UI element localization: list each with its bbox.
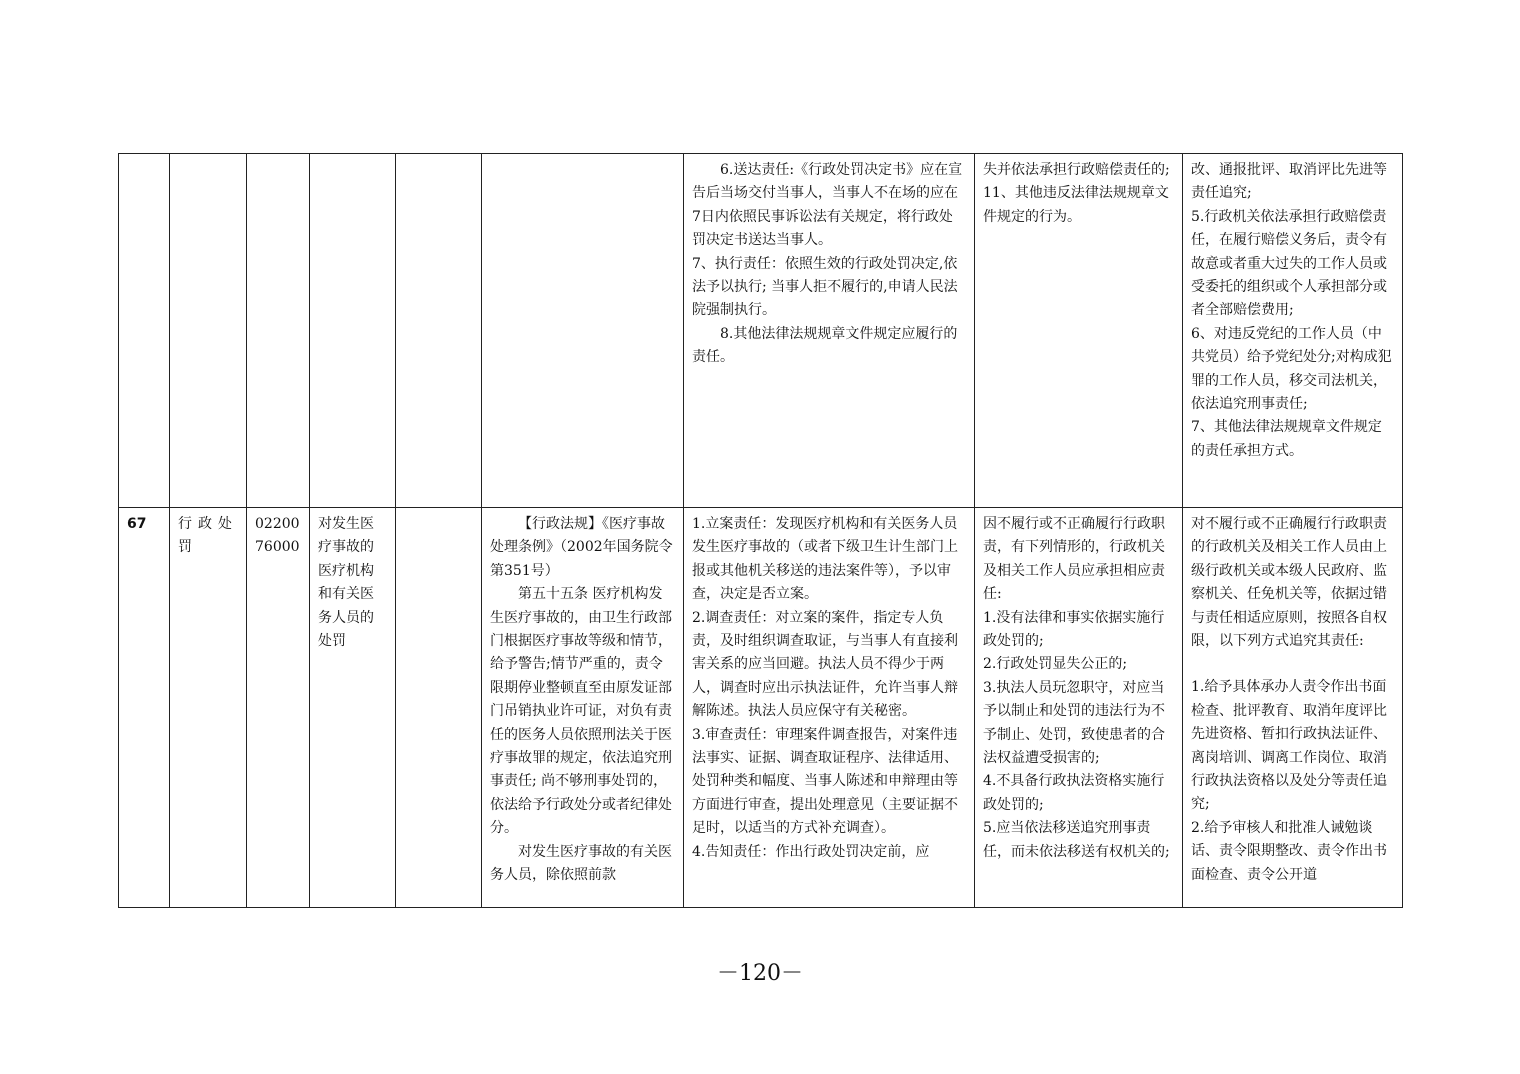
liability-text: 11、其他违反法律法规规章文件规定的行为。 [983,185,1169,225]
accountability-text: 1.给予具体承办人责令作出书面检查、批评教育、取消年度评比先进资格、暂扣行政执法证件、离岗培训、调离工作岗位、取消行政执法资格以及处分等责任追究; [1191,679,1387,813]
basis-text: 第五十五条 医疗机构发生医疗事故的，由卫生行政部门根据医疗事故等级和情节，给予警告;情节严重的，责令限期停业整顿直至由原发证部门吊销执业许可证，对负有责任的医务人员依照刑法关于医疗事故罪的规定，依法追究刑事责任; 尚不够刑事处罚的，依法给予行政处分或者纪律处分。 [490,586,672,837]
row-number: 67 [119,508,170,908]
liability-text: 因不履行或不正确履行行政职责，有下列情形的，行政机关及相关工作人员应承担相应责任: [983,516,1165,603]
accountability-text: 2.给予审核人和批准人诫勉谈话、责令限期整改、责令作出书面检查、责令公开道 [1191,819,1387,883]
category-cell: 行政处罚 [170,508,247,908]
liability-text: 失并依法承担行政赔偿责任的; [983,162,1170,178]
code-cell [247,154,310,508]
item-name-cell [310,154,396,508]
duty-text: 3.审查责任：审理案件调查报告，对案件违法事实、证据、调查取证程序、法律适用、处罚种类和幅度、当事人陈述和申辩理由等方面进行审查，提出处理意见（主要证据不足时，以适当的方式补充调查）。 [692,726,958,837]
duty-text: 4.告知责任：作出行政处罚决定前，应 [692,843,930,860]
liability-cell [975,154,1183,508]
code-cell: 0220076000 [247,508,310,908]
accountability-intro: 对不履行或不正确履行行政职责的行政机关及相关工作人员由上级行政机关或本级人民政府、监察机关、任免机关等，依据过错与责任相适应原则，按照各自权限，以下列方式追究其责任: [1191,516,1387,650]
table-row [119,154,1403,508]
responsibility-table [118,153,1403,908]
liability-text: 3.执法人员玩忽职守，对应当予以制止和处罚的违法行为不予制止、处罚，致使患者的合法权益遭受损害的; [983,679,1165,767]
table-row [119,508,1403,908]
basis-text: 【行政法规】《医疗事故处理条例》（2002年国务院令第351号） [490,516,673,579]
number-cell [119,154,170,508]
accountability-text: 改、通报批评、取消评比先进等责任追究; [1191,162,1387,202]
basis-text: 对发生医疗事故的有关医务人员，除依照前款 [490,843,672,884]
duty-text: 1.立案责任：发现医疗机构和有关医务人员发生医疗事故的（或者下级卫生计生部门上报或其他机关移送的违法案件等），予以审查，决定是否立案。 [692,516,958,603]
category-cell [170,154,247,508]
accountability-text: 5.行政机关依法承担行政赔偿责任，在履行赔偿义务后，责令有故意或者重大过失的工作人员或受委托的组织或个人承担部分或者全部赔偿费用; [1191,208,1387,319]
sub-item-cell [396,508,482,908]
duty-text: 8.其他法律法规规章文件规定应履行的责任。 [692,325,958,366]
item-name-cell: 对发生医疗事故的医疗机构和有关医务人员的处罚 [310,508,396,908]
sub-item-cell [396,154,482,508]
liability-text: 2.行政处罚显失公正的; [983,656,1128,673]
duties-cell [684,154,975,508]
duty-text: 2.调查责任：对立案的案件，指定专人负责，及时组织调查取证，与当事人有直接利害关系的应当回避。执法人员不得少于两人，调查时应出示执法证件，允许当事人辩解陈述。执法人员应保守有关秘密。 [692,609,958,720]
duty-text: 7、执行责任：依照生效的行政处罚决定,依法予以执行; 当事人拒不履行的,申请人民法院强制执行。 [692,255,958,319]
accountability-text: 7、其他法律法规规章文件规定的责任承担方式。 [1191,419,1382,459]
duties-cell [684,508,975,908]
accountability-cell [1183,508,1403,908]
liability-text: 4.不具备行政执法资格实施行政处罚的; [983,773,1165,813]
basis-cell [482,154,684,508]
liability-text: 1.没有法律和事实依据实施行政处罚的; [983,609,1165,650]
accountability-cell [1183,154,1403,508]
liability-cell [975,508,1183,908]
page-number: －120－ [717,961,803,986]
accountability-text: 6、对违反党纪的工作人员（中共党员）给予党纪处分;对构成犯罪的工作人员，移交司法机关，依法追究刑事责任; [1191,325,1392,413]
duty-text: 6.送达责任:《行政处罚决定书》应在宣告后当场交付当事人，当事人不在场的应在7日内依照民事诉讼法有关规定，将行政处罚决定书送达当事人。 [692,162,963,249]
paragraph-gap [1191,653,1394,676]
liability-text: 5.应当依法移送追究刑事责任，而未依法移送有权机关的; [983,820,1170,860]
basis-cell [482,508,684,908]
